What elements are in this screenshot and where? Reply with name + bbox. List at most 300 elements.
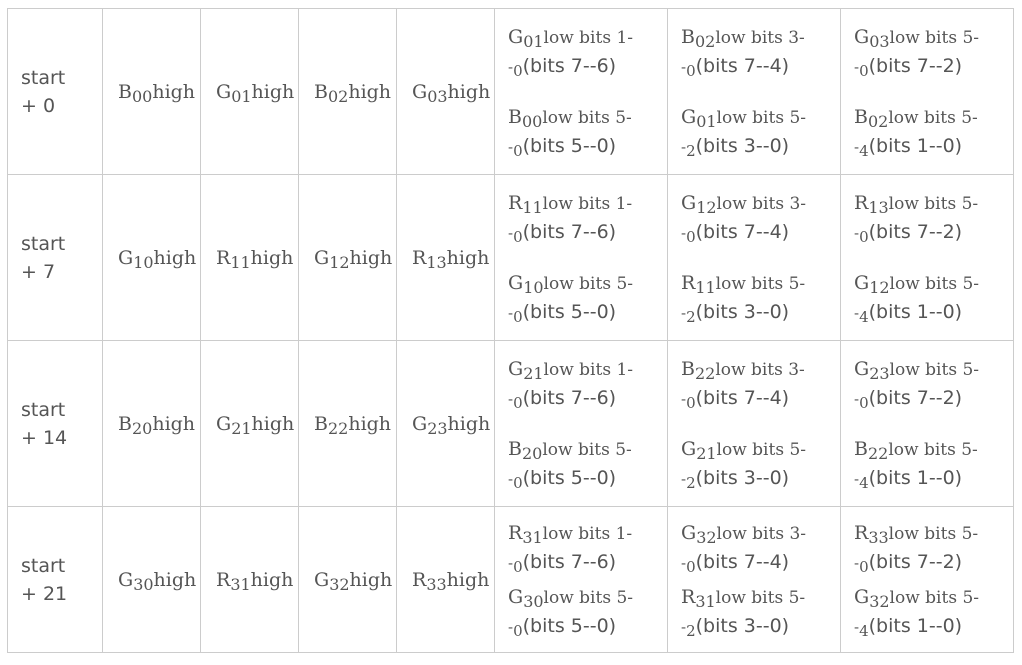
bit-range-line — [508, 464, 667, 493]
low-bits-entry — [854, 435, 1013, 493]
low-bits-text: low bits 5- — [542, 107, 632, 128]
channel-letter: G — [508, 25, 524, 48]
bit-range-text: (bits 7--4) — [695, 550, 790, 573]
channel-letter: B — [508, 437, 522, 460]
range-dash: - — [508, 617, 514, 636]
bit-range-line — [854, 298, 1013, 327]
low-bits-entry — [681, 435, 840, 493]
low-bits-cell — [841, 507, 1014, 653]
channel-letter: G — [314, 246, 330, 269]
high-suffix: high — [446, 568, 490, 591]
pixel-index-subscript: 01 — [523, 31, 544, 51]
high-bits-cell — [299, 175, 397, 341]
range-end-subscript: 2 — [686, 141, 696, 160]
range-dash: - — [854, 57, 860, 76]
low-bits-text: low bits 5- — [889, 359, 980, 380]
channel-letter: G — [681, 521, 697, 544]
range-end-subscript: 0 — [686, 557, 696, 576]
high-bits-cell — [103, 507, 201, 653]
pixel-index-subscript: 11 — [522, 197, 543, 217]
channel-letter: B — [854, 437, 868, 460]
low-bits-desc-line — [854, 355, 1013, 384]
range-end-subscript: 4 — [859, 473, 869, 492]
bit-range-line — [854, 612, 1013, 641]
range-end-subscript: 0 — [859, 557, 869, 576]
pixel-index-subscript: 02 — [867, 111, 889, 131]
low-bits-text: low bits 3- — [716, 523, 807, 544]
range-dash: - — [508, 553, 514, 572]
low-bits-entry — [681, 189, 840, 247]
low-bits-cell — [668, 175, 841, 341]
low-bits-text: low bits 5- — [716, 107, 807, 128]
range-dash: - — [854, 617, 860, 636]
channel-letter: G — [681, 437, 697, 460]
range-end-subscript: 0 — [513, 621, 523, 640]
bit-range-text: (bits 7--6) — [522, 220, 617, 243]
low-bits-desc-line — [681, 355, 840, 384]
low-bits-text: low bits 1- — [543, 359, 634, 380]
pixel-index-subscript: 10 — [133, 252, 154, 272]
high-suffix: high — [348, 80, 392, 103]
bit-range-line — [681, 218, 840, 247]
high-bits-cell — [299, 507, 397, 653]
range-dash: - — [681, 57, 687, 76]
bit-range-text: (bits 7--4) — [695, 54, 790, 77]
channel-letter: G — [854, 357, 870, 380]
range-end-subscript: 0 — [859, 61, 869, 80]
low-bits-cell — [668, 341, 841, 507]
bit-range-text: (bits 1--0) — [868, 134, 963, 157]
pixel-index-subscript: 10 — [523, 277, 544, 297]
pixel-index-subscript: 20 — [521, 443, 543, 463]
range-dash: - — [681, 553, 687, 572]
pixel-index-subscript: 31 — [230, 574, 251, 594]
bit-range-text: (bits 1--0) — [868, 614, 963, 637]
low-bits-cell — [668, 507, 841, 653]
high-suffix: high — [152, 80, 196, 103]
high-suffix: high — [153, 246, 197, 269]
range-end-subscript: 0 — [686, 61, 696, 80]
start-offset-line: start — [21, 554, 66, 577]
low-bits-desc-line — [508, 269, 667, 298]
low-bits-text: low bits 3- — [715, 359, 805, 380]
bit-range-text: (bits 3--0) — [695, 134, 790, 157]
range-dash: - — [854, 389, 860, 408]
pixel-index-subscript: 22 — [867, 443, 889, 463]
high-bits-cell — [201, 341, 299, 507]
low-bits-desc-line — [854, 269, 1013, 298]
high-suffix: high — [153, 568, 197, 591]
pixel-index-subscript: 30 — [523, 591, 544, 611]
range-dash: - — [681, 137, 687, 156]
low-bits-text: low bits 5- — [542, 439, 632, 460]
pixel-index-subscript: 20 — [131, 418, 153, 438]
low-bits-desc-line — [508, 189, 667, 218]
bit-range-text: (bits 7--2) — [868, 54, 963, 77]
bit-range-text: (bits 7--4) — [695, 220, 790, 243]
channel-letter: B — [314, 80, 328, 103]
range-dash: - — [508, 137, 514, 156]
low-bits-entry — [854, 519, 1013, 577]
channel-letter: G — [681, 105, 697, 128]
high-suffix: high — [446, 246, 490, 269]
high-suffix: high — [348, 412, 392, 435]
range-end-subscript: 0 — [513, 227, 523, 246]
high-suffix: high — [349, 246, 393, 269]
bit-range-text: (bits 3--0) — [695, 300, 790, 323]
channel-letter: B — [118, 412, 132, 435]
pixel-index-subscript: 13 — [426, 252, 447, 272]
channel-letter: G — [216, 412, 232, 435]
pixel-index-subscript: 03 — [869, 31, 890, 51]
channel-letter: R — [854, 521, 869, 544]
high-suffix: high — [250, 246, 294, 269]
bit-range-text: (bits 5--0) — [522, 134, 617, 157]
low-bits-text: low bits 1- — [542, 523, 633, 544]
channel-letter: B — [681, 25, 695, 48]
low-bits-entry — [681, 269, 840, 327]
low-bits-text: low bits 5- — [543, 273, 634, 294]
start-offset-line: start — [21, 398, 66, 421]
pixel-index-subscript: 11 — [230, 252, 251, 272]
high-bits-cell — [103, 9, 201, 175]
channel-letter: G — [216, 80, 232, 103]
bit-range-text: (bits 7--6) — [522, 54, 617, 77]
range-end-subscript: 0 — [513, 473, 523, 492]
channel-letter: G — [854, 25, 870, 48]
bit-range-text: (bits 5--0) — [522, 466, 617, 489]
bit-range-line — [508, 298, 667, 327]
bit-range-line — [854, 384, 1013, 413]
low-bits-desc-line — [854, 519, 1013, 548]
bit-range-text: (bits 1--0) — [868, 466, 963, 489]
bit-range-line — [508, 384, 667, 413]
low-bits-desc-line — [681, 103, 840, 132]
start-offset-line: + 14 — [21, 426, 68, 449]
range-end-subscript: 4 — [859, 141, 869, 160]
high-suffix: high — [250, 568, 294, 591]
low-bits-entry — [681, 355, 840, 413]
low-bits-desc-line — [508, 355, 667, 384]
low-bits-text: low bits 3- — [716, 193, 807, 214]
range-dash: - — [508, 303, 514, 322]
start-offset-line: start — [21, 66, 66, 89]
range-end-subscript: 2 — [686, 473, 696, 492]
pixel-index-subscript: 32 — [869, 591, 890, 611]
range-dash: - — [854, 553, 860, 572]
low-bits-text: low bits 5- — [543, 587, 634, 608]
low-bits-entry — [681, 103, 840, 161]
channel-letter: B — [854, 105, 868, 128]
low-bits-entry — [508, 519, 667, 577]
channel-letter: G — [412, 412, 428, 435]
range-dash: - — [854, 137, 860, 156]
pixel-index-subscript: 21 — [231, 418, 252, 438]
range-end-subscript: 0 — [513, 393, 523, 412]
pixel-index-subscript: 21 — [523, 363, 544, 383]
range-end-subscript: 2 — [686, 307, 696, 326]
low-bits-text: low bits 3- — [715, 27, 805, 48]
pixel-index-subscript: 33 — [426, 574, 447, 594]
low-bits-text: low bits 1- — [542, 193, 633, 214]
channel-letter: B — [508, 105, 522, 128]
pixel-index-subscript: 31 — [522, 527, 543, 547]
low-bits-desc-line — [854, 103, 1013, 132]
channel-letter: R — [412, 568, 427, 591]
high-bits-cell — [201, 9, 299, 175]
high-bits-cell — [103, 175, 201, 341]
channel-letter: B — [314, 412, 328, 435]
start-offset-cell — [8, 507, 103, 653]
low-bits-text: low bits 5- — [715, 273, 806, 294]
table-body — [8, 9, 1014, 653]
pixel-index-subscript: 11 — [695, 277, 716, 297]
range-dash: - — [508, 469, 514, 488]
high-suffix: high — [349, 568, 393, 591]
start-offset-cell — [8, 175, 103, 341]
low-bits-entry — [508, 355, 667, 413]
bit-range-line — [508, 548, 667, 577]
high-bits-cell — [299, 9, 397, 175]
bit-range-text: (bits 1--0) — [868, 300, 963, 323]
pixel-index-subscript: 12 — [329, 252, 350, 272]
pixel-index-subscript: 30 — [133, 574, 154, 594]
range-dash: - — [508, 223, 514, 242]
channel-letter: G — [314, 568, 330, 591]
bit-range-text: (bits 7--2) — [868, 386, 963, 409]
low-bits-desc-line — [854, 435, 1013, 464]
start-offset-line: + 7 — [21, 260, 56, 283]
channel-letter: G — [508, 271, 524, 294]
channel-letter: R — [508, 191, 523, 214]
low-bits-entry — [508, 583, 667, 641]
low-bits-desc-line — [508, 435, 667, 464]
range-end-subscript: 4 — [859, 621, 869, 640]
low-bits-desc-line — [681, 583, 840, 612]
range-end-subscript: 0 — [859, 227, 869, 246]
pixel-index-subscript: 03 — [427, 86, 448, 106]
pixel-index-subscript: 13 — [868, 197, 889, 217]
low-bits-entry — [854, 583, 1013, 641]
high-bits-cell — [201, 175, 299, 341]
range-dash: - — [854, 303, 860, 322]
pixel-index-subscript: 02 — [694, 31, 716, 51]
channel-letter: G — [508, 357, 524, 380]
range-dash: - — [508, 57, 514, 76]
pixel-index-subscript: 23 — [427, 418, 448, 438]
range-dash: - — [854, 469, 860, 488]
low-bits-entry — [508, 23, 667, 81]
bit-range-text: (bits 5--0) — [522, 614, 617, 637]
low-bits-cell — [841, 341, 1014, 507]
bit-range-line — [854, 218, 1013, 247]
low-bits-entry — [508, 435, 667, 493]
low-bits-entry — [681, 519, 840, 577]
start-offset-cell — [8, 9, 103, 175]
bit-range-line — [681, 298, 840, 327]
pixel-layout-table — [7, 8, 1014, 653]
bit-range-text: (bits 7--2) — [868, 220, 963, 243]
bit-range-line — [854, 464, 1013, 493]
start-offset-cell — [8, 341, 103, 507]
low-bits-entry — [854, 269, 1013, 327]
high-bits-cell — [397, 175, 495, 341]
low-bits-desc-line — [854, 583, 1013, 612]
pixel-index-subscript: 02 — [327, 86, 349, 106]
low-bits-cell — [495, 175, 668, 341]
low-bits-entry — [854, 23, 1013, 81]
bit-range-line — [508, 218, 667, 247]
low-bits-entry — [681, 583, 840, 641]
low-bits-cell — [495, 9, 668, 175]
high-bits-cell — [397, 341, 495, 507]
high-bits-cell — [397, 9, 495, 175]
range-dash: - — [681, 617, 687, 636]
channel-letter: R — [681, 585, 696, 608]
low-bits-desc-line — [681, 519, 840, 548]
bit-range-text: (bits 7--6) — [522, 386, 617, 409]
high-bits-cell — [299, 341, 397, 507]
bit-range-line — [508, 612, 667, 641]
low-bits-cell — [841, 9, 1014, 175]
low-bits-text: low bits 5- — [715, 587, 806, 608]
low-bits-desc-line — [854, 23, 1013, 52]
low-bits-cell — [668, 9, 841, 175]
bit-range-text: (bits 7--6) — [522, 550, 617, 573]
pixel-index-subscript: 00 — [131, 86, 153, 106]
low-bits-text: low bits 5- — [716, 439, 807, 460]
range-dash: - — [681, 389, 687, 408]
range-end-subscript: 0 — [686, 393, 696, 412]
bit-range-line — [508, 132, 667, 161]
low-bits-desc-line — [508, 103, 667, 132]
high-bits-cell — [201, 507, 299, 653]
bit-range-line — [508, 52, 667, 81]
low-bits-entry — [854, 103, 1013, 161]
pixel-index-subscript: 00 — [521, 111, 543, 131]
start-offset-line: + 0 — [21, 94, 56, 117]
pixel-index-subscript: 32 — [329, 574, 350, 594]
channel-letter: G — [508, 585, 524, 608]
pixel-index-subscript: 12 — [696, 197, 717, 217]
low-bits-text: low bits 5- — [888, 523, 979, 544]
pixel-index-subscript: 31 — [695, 591, 716, 611]
channel-letter: B — [681, 357, 695, 380]
pixel-index-subscript: 22 — [694, 363, 716, 383]
bit-range-text: (bits 5--0) — [522, 300, 617, 323]
low-bits-entry — [508, 269, 667, 327]
channel-letter: R — [854, 191, 869, 214]
pixel-layout-table-container — [7, 8, 1014, 653]
range-dash: - — [508, 389, 514, 408]
low-bits-entry — [681, 23, 840, 81]
low-bits-text: low bits 1- — [543, 27, 634, 48]
low-bits-text: low bits 5- — [888, 439, 978, 460]
table-row — [8, 341, 1014, 507]
pixel-index-subscript: 32 — [696, 527, 717, 547]
channel-letter: G — [854, 585, 870, 608]
bit-range-line — [681, 548, 840, 577]
low-bits-desc-line — [508, 519, 667, 548]
high-suffix: high — [251, 412, 295, 435]
pixel-index-subscript: 01 — [696, 111, 717, 131]
range-dash: - — [854, 223, 860, 242]
range-end-subscript: 0 — [513, 61, 523, 80]
channel-letter: B — [118, 80, 132, 103]
range-end-subscript: 0 — [686, 227, 696, 246]
pixel-index-subscript: 12 — [869, 277, 890, 297]
range-dash: - — [681, 223, 687, 242]
channel-letter: G — [854, 271, 870, 294]
pixel-index-subscript: 33 — [868, 527, 889, 547]
channel-letter: R — [681, 271, 696, 294]
range-dash: - — [681, 469, 687, 488]
channel-letter: G — [118, 246, 134, 269]
low-bits-desc-line — [681, 23, 840, 52]
low-bits-entry — [508, 189, 667, 247]
range-end-subscript: 0 — [859, 393, 869, 412]
low-bits-text: low bits 5- — [888, 107, 978, 128]
bit-range-line — [681, 612, 840, 641]
channel-letter: R — [412, 246, 427, 269]
bit-range-line — [681, 384, 840, 413]
range-dash: - — [681, 303, 687, 322]
high-suffix: high — [447, 412, 491, 435]
pixel-index-subscript: 22 — [327, 418, 349, 438]
low-bits-entry — [854, 355, 1013, 413]
channel-letter: R — [216, 568, 231, 591]
low-bits-desc-line — [681, 435, 840, 464]
channel-letter: R — [508, 521, 523, 544]
low-bits-desc-line — [854, 189, 1013, 218]
table-row — [8, 507, 1014, 653]
start-offset-line: start — [21, 232, 66, 255]
bit-range-text: (bits 3--0) — [695, 466, 790, 489]
pixel-index-subscript: 01 — [231, 86, 252, 106]
bit-range-line — [854, 52, 1013, 81]
table-row — [8, 175, 1014, 341]
channel-letter: G — [412, 80, 428, 103]
range-end-subscript: 0 — [513, 141, 523, 160]
range-end-subscript: 0 — [513, 307, 523, 326]
low-bits-text: low bits 5- — [889, 587, 980, 608]
bit-range-line — [681, 52, 840, 81]
low-bits-cell — [495, 341, 668, 507]
channel-letter: G — [118, 568, 134, 591]
channel-letter: R — [216, 246, 231, 269]
low-bits-desc-line — [508, 23, 667, 52]
low-bits-entry — [854, 189, 1013, 247]
table-row — [8, 9, 1014, 175]
low-bits-entry — [508, 103, 667, 161]
range-end-subscript: 2 — [686, 621, 696, 640]
channel-letter: G — [681, 191, 697, 214]
low-bits-cell — [495, 507, 668, 653]
bit-range-text: (bits 7--4) — [695, 386, 790, 409]
bit-range-text: (bits 3--0) — [695, 614, 790, 637]
low-bits-text: low bits 5- — [889, 273, 980, 294]
range-end-subscript: 4 — [859, 307, 869, 326]
bit-range-line — [681, 132, 840, 161]
low-bits-desc-line — [681, 269, 840, 298]
start-offset-line: + 21 — [21, 582, 68, 605]
high-bits-cell — [397, 507, 495, 653]
low-bits-desc-line — [681, 189, 840, 218]
pixel-index-subscript: 23 — [869, 363, 890, 383]
bit-range-line — [854, 548, 1013, 577]
low-bits-text: low bits 5- — [888, 193, 979, 214]
bit-range-line — [854, 132, 1013, 161]
